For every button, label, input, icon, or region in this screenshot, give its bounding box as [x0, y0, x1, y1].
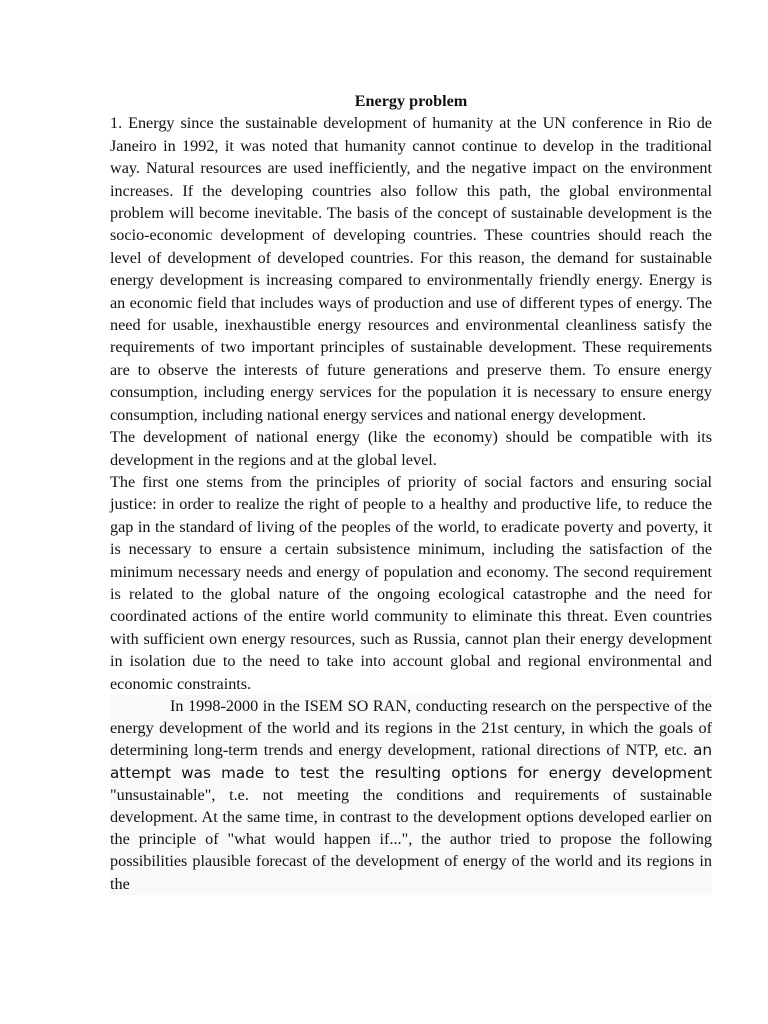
paragraph-4-part-3: "unsustainable", t.e. not meeting the conditions and requirements of sustainable development. At the same time, in contrast to the development options developed earlier on the principle of "what would happen if...", the author tried to propose the following possibilities plausible forecast of the development of energy of the world and its regions in the — [110, 785, 712, 893]
paragraph-4 — [110, 695, 712, 895]
document-page — [110, 90, 712, 895]
paragraph-3: The first one stems from the principles of priority of social factors and ensuring social justice: in order to realize the right of people to a healthy and productive life, to reduce the gap in the standard of living of the peoples of the world, to eradicate poverty and poverty, it is necessary to ensure a certain subsistence minimum, including the satisfaction of the minimum necessary needs and energy of population and economy. The second requirement is related to the global nature of the ongoing ecological catastrophe and the need for coordinated actions of the entire world community to eliminate this threat. Even countries with sufficient own energy resources, such as Russia, cannot plan their energy development in isolation due to the need to take into account global and regional environmental and economic constraints. — [110, 472, 712, 693]
paragraph-2: The development of national energy (like the economy) should be compatible with its development in the regions and at the global level. — [110, 428, 712, 469]
paragraph-4-part-2: an attempt was made to test the resulting options for energy development — [110, 741, 712, 782]
paragraph-1: 1. Energy since the sustainable development of humanity at the UN conference in Rio de Janeiro in 1992, it was noted that humanity cannot continue to develop in the traditional way. Natural resources are used inefficiently, and the negative impact on the environment increases. If the developing countries also follow this path, the global environmental problem will become inevitable. The basis of the concept of sustainable development is the socio-economic development of developing countries. These countries should reach the level of development of developed countries. For this reason, the demand for sustainable energy development is increasing compared to environmentally friendly energy. Energy is an economic field that includes ways of production and use of different types of energy. The need for usable, inexhaustible energy resources and environmental cleanliness satisfy the requirements of two important principles of sustainable development. These requirements are to observe the interests of future generations and preserve them. To ensure energy consumption, including energy services for the population it is necessary to ensure energy consumption, including national energy services and national energy development. — [110, 114, 712, 424]
document-title: Energy problem — [354, 92, 468, 110]
paragraph-4-part-1: In 1998-2000 in the ISEM SO RAN, conducting research on the perspective of the energy development of the world and its regions in the 21st century, in which the goals of determining long-term trends and energy development, rational directions of NTP, etc. — [110, 696, 712, 760]
